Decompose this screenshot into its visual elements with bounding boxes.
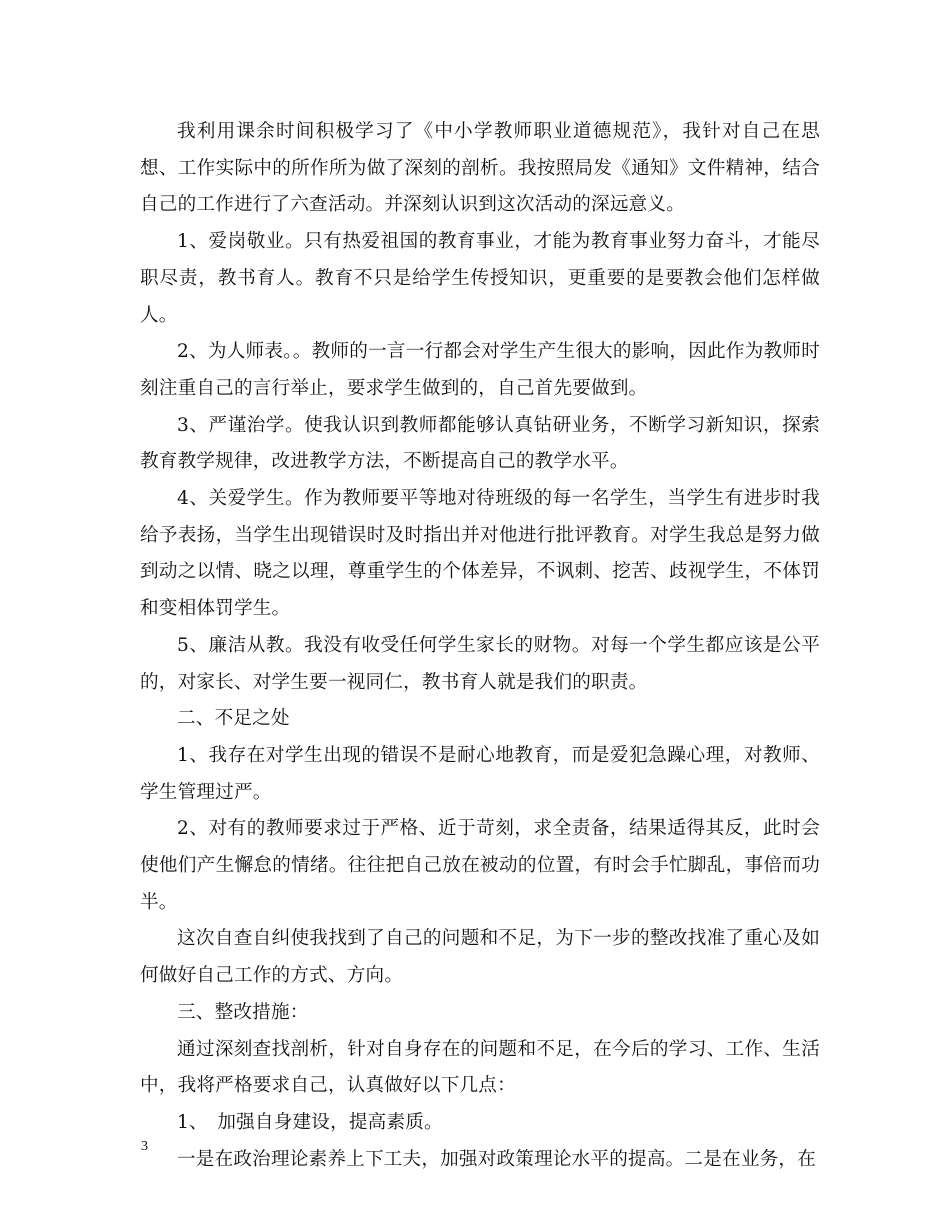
intro-paragraph: 我利用课余时间积极学习了《中小学教师职业道德规范》，我针对自己在思想、工作实际中的所作所为做了深刻的剖析。我按照局发《通知》文件精神，结合自己的工作进行了六查活动。并深刻认识到这次活动的深远意义。 — [140, 121, 820, 216]
page-number: 3 — [141, 1139, 148, 1154]
item-role-model-paragraph: 2、为人师表。。教师的一言一行都会对学生产生很大的影响，因此作为教师时刻注重自己的言行举止，要求学生做到的，自己首先要做到。 — [140, 341, 820, 399]
item-dedication-paragraph: 1、爱岗敬业。只有热爱祖国的教育事业，才能为教育事业努力奋斗，才能尽职尽责，教书育人。教育不只是给学生传授知识，更重要的是要教会他们怎样做人。 — [140, 231, 820, 326]
item-rigorous-study-paragraph: 3、严谨治学。使我认识到教师都能够认真钻研业务，不断学习新知识，探索教育教学规律，改进教学方法，不断提高自己的教学水平。 — [140, 414, 820, 473]
section-heading-shortcomings: 二、不足之处 — [177, 708, 290, 730]
measure-1-heading: 1、 加强自身建设，提高素质。 — [177, 1111, 443, 1133]
shortcoming-1-paragraph: 1、我存在对学生出现的错误不是耐心地教育，而是爱犯急躁心理，对教师、学生管理过严。 — [140, 744, 820, 803]
self-check-summary-paragraph: 这次自查自纠使我找到了自己的问题和不足，为下一步的整改找准了重心及如何做好自己工作的方式、方向。 — [140, 928, 820, 987]
shortcoming-2-paragraph: 2、对有的教师要求过于严格、近于苛刻，求全责备，结果适得其反，此时会使他们产生懈怠的情绪。往往把自己放在被动的位置，有时会手忙脚乱，事倍而功半。 — [140, 818, 820, 913]
item-care-students-paragraph: 4、关爱学生。作为教师要平等地对待班级的每一名学生，当学生有进步时我给予表扬，当学生出现错误时及时指出并对他进行批评教育。对学生我总是努力做到动之以情、晓之以理，尊重学生的个体差异，不讽刺、挖苦、歧视学生，不体罚和变相体罚学生。 — [140, 488, 820, 620]
measure-1-detail-paragraph: 一是在政治理论素养上下工夫，加强对政策理论水平的提高。二是在业务，在 — [177, 1148, 816, 1170]
document-body — [140, 114, 820, 1178]
section-heading-measures: 三、整改措施： — [177, 1001, 309, 1023]
item-integrity-paragraph: 5、廉洁从教。我没有收受任何学生家长的财物。对每一个学生都应该是公平的，对家长、对学生要一视同仁，教书育人就是我们的职责。 — [140, 634, 820, 693]
measures-intro-paragraph: 通过深刻查找剖析，针对自身存在的问题和不足，在今后的学习、工作、生活中，我将严格要求自己，认真做好以下几点： — [140, 1038, 820, 1097]
